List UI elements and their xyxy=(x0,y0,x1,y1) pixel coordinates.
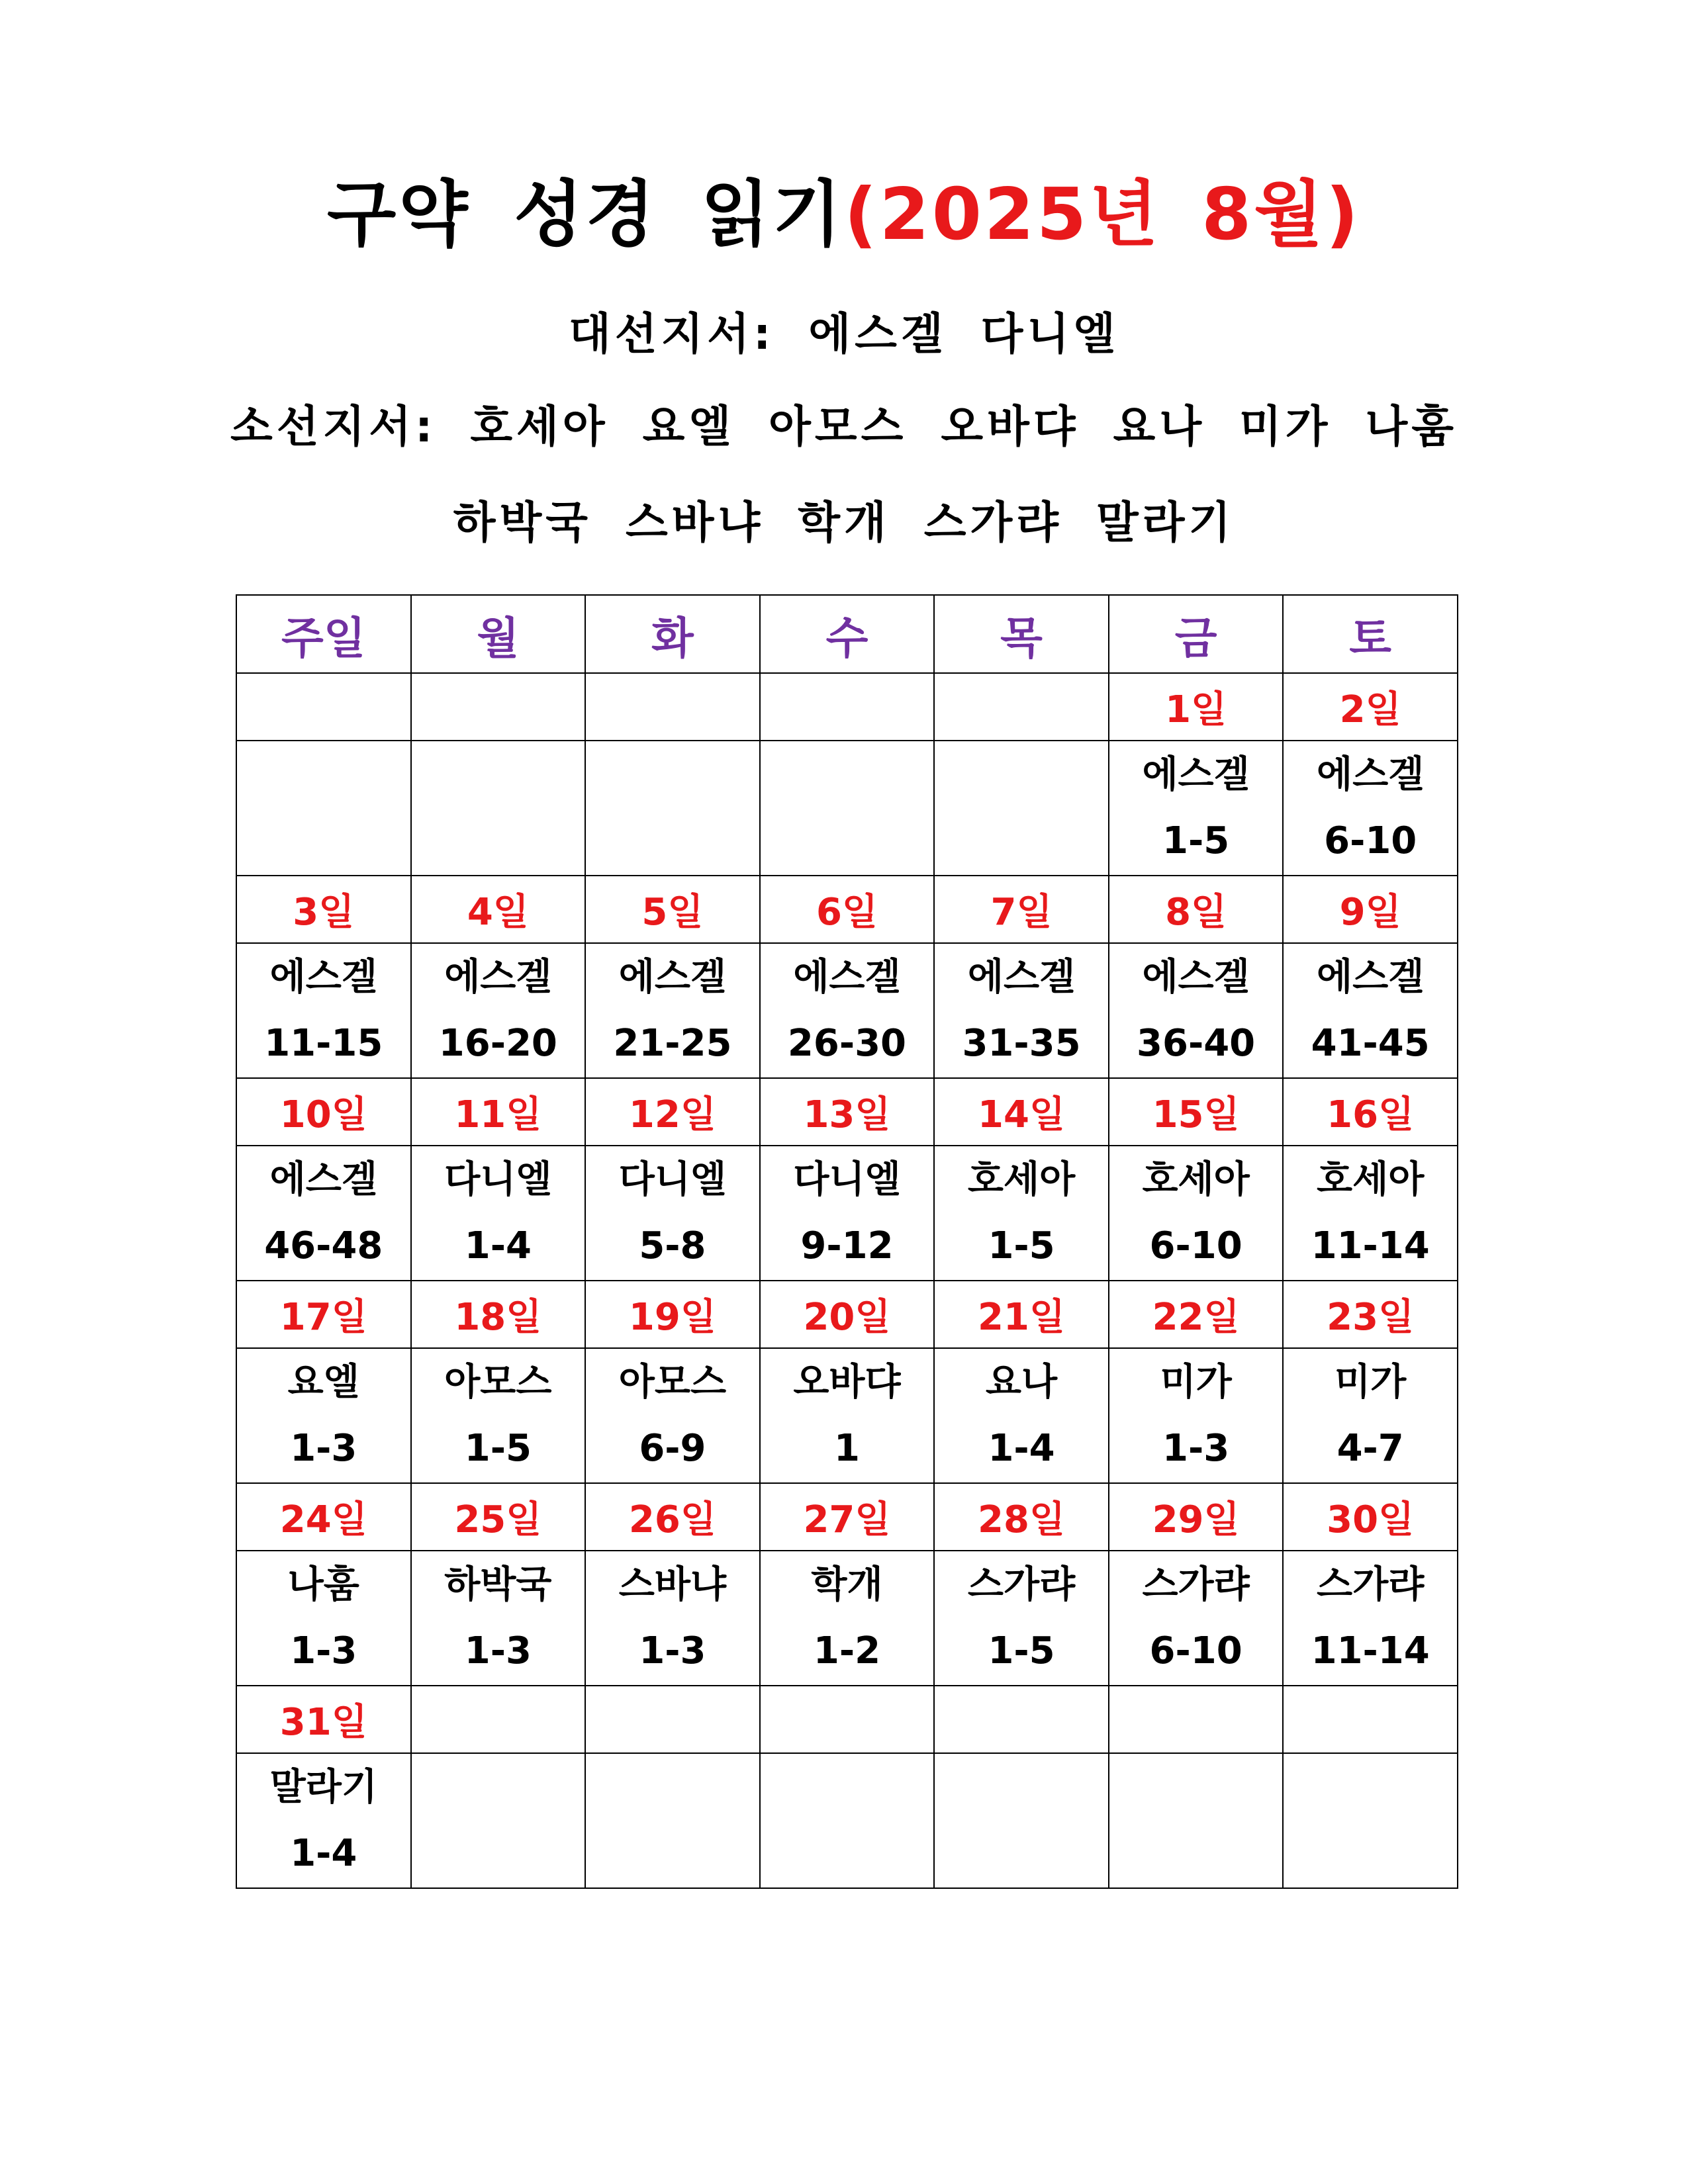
reading-book: 요나 xyxy=(985,1361,1058,1404)
weekday-monday: 월 xyxy=(411,595,586,673)
reading-book: 에스겔 xyxy=(793,956,901,999)
weekday-header-row xyxy=(236,595,1458,673)
date-cell: 5일 xyxy=(585,876,760,943)
reading-cell xyxy=(585,1753,760,1888)
reading-range xyxy=(935,808,1108,874)
reading-cell xyxy=(760,1146,935,1281)
reading-book xyxy=(1109,1754,1283,1821)
date-cell xyxy=(585,673,760,741)
reading-cell xyxy=(934,943,1109,1078)
subtitle-minor-prophets-2: 하박국 스바냐 학개 스가랴 말라기 xyxy=(453,497,1235,548)
reading-cell xyxy=(411,1348,586,1483)
date-cell: 11일 xyxy=(411,1078,586,1146)
reading-range xyxy=(1284,1821,1457,1887)
reading-range xyxy=(237,808,410,874)
subtitle-minor-prophets-1: 소선지서: 호세아 요엘 아모스 오바댜 요나 미가 나훔 xyxy=(230,401,1458,452)
date-cell: 18일 xyxy=(411,1281,586,1348)
page-title xyxy=(0,169,1688,261)
date-cell: 29일 xyxy=(1109,1483,1284,1551)
reading-cell xyxy=(1283,1551,1458,1686)
reading-range: 1-3 xyxy=(290,1629,357,1672)
reading-book xyxy=(761,1754,934,1821)
reading-book: 에스겔 xyxy=(1317,753,1425,796)
date-cell: 6일 xyxy=(760,876,935,943)
reading-cell xyxy=(236,943,411,1078)
reading-cell xyxy=(585,1348,760,1483)
date-cell: 23일 xyxy=(1283,1281,1458,1348)
reading-range xyxy=(412,808,585,874)
date-cell xyxy=(411,673,586,741)
date-row xyxy=(236,673,1458,741)
weekday-wednesday: 수 xyxy=(760,595,935,673)
reading-book: 오바댜 xyxy=(793,1361,901,1404)
reading-range: 1-3 xyxy=(639,1629,706,1672)
reading-cell xyxy=(934,741,1109,876)
date-cell: 21일 xyxy=(934,1281,1109,1348)
reading-book: 하박국 xyxy=(444,1563,552,1606)
reading-book: 스가랴 xyxy=(1317,1563,1425,1606)
reading-range xyxy=(1109,1821,1283,1887)
reading-range xyxy=(586,808,759,874)
reading-book: 아모스 xyxy=(618,1361,727,1404)
reading-book: 에스겔 xyxy=(1142,956,1250,999)
reading-book xyxy=(761,742,934,808)
date-cell: 22일 xyxy=(1109,1281,1284,1348)
reading-cell xyxy=(760,741,935,876)
reading-range: 1-5 xyxy=(464,1427,532,1470)
reading-range: 1-4 xyxy=(464,1224,532,1267)
reading-range: 6-10 xyxy=(1324,819,1417,862)
reading-range: 11-14 xyxy=(1311,1629,1430,1672)
reading-range: 6-9 xyxy=(639,1427,706,1470)
reading-cell xyxy=(1109,741,1284,876)
date-cell xyxy=(236,673,411,741)
reading-range: 5-8 xyxy=(639,1224,706,1267)
reading-book xyxy=(412,1754,585,1821)
date-cell xyxy=(1283,1686,1458,1753)
date-cell xyxy=(934,673,1109,741)
reading-range: 1 xyxy=(833,1427,860,1470)
date-cell xyxy=(585,1686,760,1753)
reading-cell xyxy=(236,1753,411,1888)
subtitle-major-prophets: 대선지서: 에스겔 다니엘 xyxy=(569,308,1119,359)
reading-cell xyxy=(760,1348,935,1483)
date-row xyxy=(236,876,1458,943)
reading-book: 에스겔 xyxy=(1317,956,1425,999)
date-cell: 8일 xyxy=(1109,876,1284,943)
reading-cell xyxy=(760,943,935,1078)
reading-book: 호세아 xyxy=(967,1158,1076,1201)
reading-book: 호세아 xyxy=(1142,1158,1250,1201)
date-row xyxy=(236,1483,1458,1551)
date-row xyxy=(236,1078,1458,1146)
date-row xyxy=(236,1686,1458,1753)
date-cell: 1일 xyxy=(1109,673,1284,741)
date-cell: 30일 xyxy=(1283,1483,1458,1551)
reading-calendar xyxy=(236,594,1458,1889)
date-cell: 2일 xyxy=(1283,673,1458,741)
reading-book: 말라기 xyxy=(269,1766,377,1809)
reading-book: 스가랴 xyxy=(967,1563,1076,1606)
reading-range: 41-45 xyxy=(1311,1022,1430,1065)
title-main: 구약 성경 읽기 xyxy=(327,173,845,256)
reading-range: 21-25 xyxy=(613,1022,732,1065)
reading-cell xyxy=(760,1753,935,1888)
reading-cell xyxy=(1109,1146,1284,1281)
reading-cell xyxy=(411,741,586,876)
reading-range: 31-35 xyxy=(962,1022,1081,1065)
date-cell: 10일 xyxy=(236,1078,411,1146)
reading-book xyxy=(935,1754,1108,1821)
reading-cell xyxy=(760,1551,935,1686)
reading-cell xyxy=(236,1146,411,1281)
reading-book xyxy=(237,742,410,808)
reading-cell xyxy=(585,1551,760,1686)
reading-cell xyxy=(411,943,586,1078)
reading-range: 1-3 xyxy=(290,1427,357,1470)
date-cell: 31일 xyxy=(236,1686,411,1753)
weekday-tuesday: 화 xyxy=(585,595,760,673)
reading-range xyxy=(761,808,934,874)
date-cell xyxy=(411,1686,586,1753)
date-cell: 4일 xyxy=(411,876,586,943)
reading-range: 11-15 xyxy=(264,1022,383,1065)
date-cell: 25일 xyxy=(411,1483,586,1551)
reading-book: 다니엘 xyxy=(618,1158,727,1201)
reading-cell xyxy=(1283,741,1458,876)
reading-cell xyxy=(1283,943,1458,1078)
reading-row xyxy=(236,943,1458,1078)
reading-range: 1-4 xyxy=(988,1427,1055,1470)
date-cell: 15일 xyxy=(1109,1078,1284,1146)
reading-book: 미가 xyxy=(1160,1361,1232,1404)
reading-book: 요엘 xyxy=(287,1361,359,1404)
reading-range: 1-2 xyxy=(813,1629,881,1672)
weekday-saturday: 토 xyxy=(1283,595,1458,673)
reading-book xyxy=(1284,1754,1457,1821)
reading-cell xyxy=(1283,1146,1458,1281)
reading-cell xyxy=(411,1753,586,1888)
reading-cell xyxy=(1109,1551,1284,1686)
reading-range: 1-4 xyxy=(290,1832,357,1875)
reading-cell xyxy=(934,1551,1109,1686)
date-cell: 9일 xyxy=(1283,876,1458,943)
reading-range xyxy=(412,1821,585,1887)
reading-cell xyxy=(585,741,760,876)
reading-cell xyxy=(411,1551,586,1686)
reading-row xyxy=(236,1348,1458,1483)
reading-book: 스바냐 xyxy=(618,1563,727,1606)
reading-book: 학개 xyxy=(811,1563,883,1606)
date-cell: 16일 xyxy=(1283,1078,1458,1146)
reading-cell xyxy=(585,1146,760,1281)
date-cell: 28일 xyxy=(934,1483,1109,1551)
weekday-friday: 금 xyxy=(1109,595,1284,673)
reading-cell xyxy=(411,1146,586,1281)
date-cell xyxy=(760,673,935,741)
reading-cell xyxy=(236,1551,411,1686)
reading-range xyxy=(586,1821,759,1887)
reading-row xyxy=(236,1146,1458,1281)
reading-book: 에스겔 xyxy=(967,956,1076,999)
reading-row xyxy=(236,1551,1458,1686)
reading-book: 아모스 xyxy=(444,1361,552,1404)
reading-book: 다니엘 xyxy=(793,1158,901,1201)
reading-book: 호세아 xyxy=(1317,1158,1425,1201)
reading-book: 에스겔 xyxy=(618,956,727,999)
reading-range xyxy=(761,1821,934,1887)
reading-range: 11-14 xyxy=(1311,1224,1430,1267)
date-cell: 12일 xyxy=(585,1078,760,1146)
reading-range: 1-5 xyxy=(1162,819,1230,862)
reading-book: 미가 xyxy=(1335,1361,1407,1404)
reading-range: 16-20 xyxy=(438,1022,557,1065)
date-cell: 14일 xyxy=(934,1078,1109,1146)
reading-cell xyxy=(1109,1753,1284,1888)
date-cell: 24일 xyxy=(236,1483,411,1551)
title-date: (2025년 8월) xyxy=(844,173,1361,256)
date-cell: 7일 xyxy=(934,876,1109,943)
reading-range: 9-12 xyxy=(800,1224,894,1267)
reading-book xyxy=(586,742,759,808)
date-cell: 27일 xyxy=(760,1483,935,1551)
reading-cell xyxy=(1283,1753,1458,1888)
reading-cell xyxy=(236,741,411,876)
reading-book: 스가랴 xyxy=(1142,1563,1250,1606)
date-row xyxy=(236,1281,1458,1348)
reading-book: 에스겔 xyxy=(444,956,552,999)
reading-book: 에스겔 xyxy=(269,1158,377,1201)
reading-range: 6-10 xyxy=(1149,1224,1243,1267)
date-cell: 3일 xyxy=(236,876,411,943)
reading-range: 46-48 xyxy=(264,1224,383,1267)
reading-range: 36-40 xyxy=(1137,1022,1256,1065)
date-cell: 26일 xyxy=(585,1483,760,1551)
date-cell: 20일 xyxy=(760,1281,935,1348)
date-cell: 17일 xyxy=(236,1281,411,1348)
reading-book xyxy=(412,742,585,808)
reading-row xyxy=(236,1753,1458,1888)
weekday-sunday: 주일 xyxy=(236,595,411,673)
reading-cell xyxy=(1283,1348,1458,1483)
reading-range: 1-3 xyxy=(1162,1427,1230,1470)
reading-book xyxy=(586,1754,759,1821)
reading-book: 나훔 xyxy=(287,1563,359,1606)
reading-range: 6-10 xyxy=(1149,1629,1243,1672)
reading-row xyxy=(236,741,1458,876)
reading-book: 에스겔 xyxy=(269,956,377,999)
reading-range: 1-3 xyxy=(464,1629,532,1672)
weekday-thursday: 목 xyxy=(934,595,1109,673)
reading-book: 다니엘 xyxy=(444,1158,552,1201)
reading-cell xyxy=(585,943,760,1078)
date-cell xyxy=(760,1686,935,1753)
reading-range xyxy=(935,1821,1108,1887)
reading-range: 1-5 xyxy=(988,1629,1055,1672)
reading-book xyxy=(935,742,1108,808)
reading-range: 1-5 xyxy=(988,1224,1055,1267)
reading-cell xyxy=(934,1753,1109,1888)
reading-cell xyxy=(934,1146,1109,1281)
reading-range: 26-30 xyxy=(787,1022,907,1065)
date-cell xyxy=(934,1686,1109,1753)
reading-cell xyxy=(1109,943,1284,1078)
reading-cell xyxy=(1109,1348,1284,1483)
reading-book: 에스겔 xyxy=(1142,753,1250,796)
date-cell: 13일 xyxy=(760,1078,935,1146)
reading-cell xyxy=(934,1348,1109,1483)
date-cell xyxy=(1109,1686,1284,1753)
reading-cell xyxy=(236,1348,411,1483)
reading-range: 4-7 xyxy=(1336,1427,1404,1470)
date-cell: 19일 xyxy=(585,1281,760,1348)
